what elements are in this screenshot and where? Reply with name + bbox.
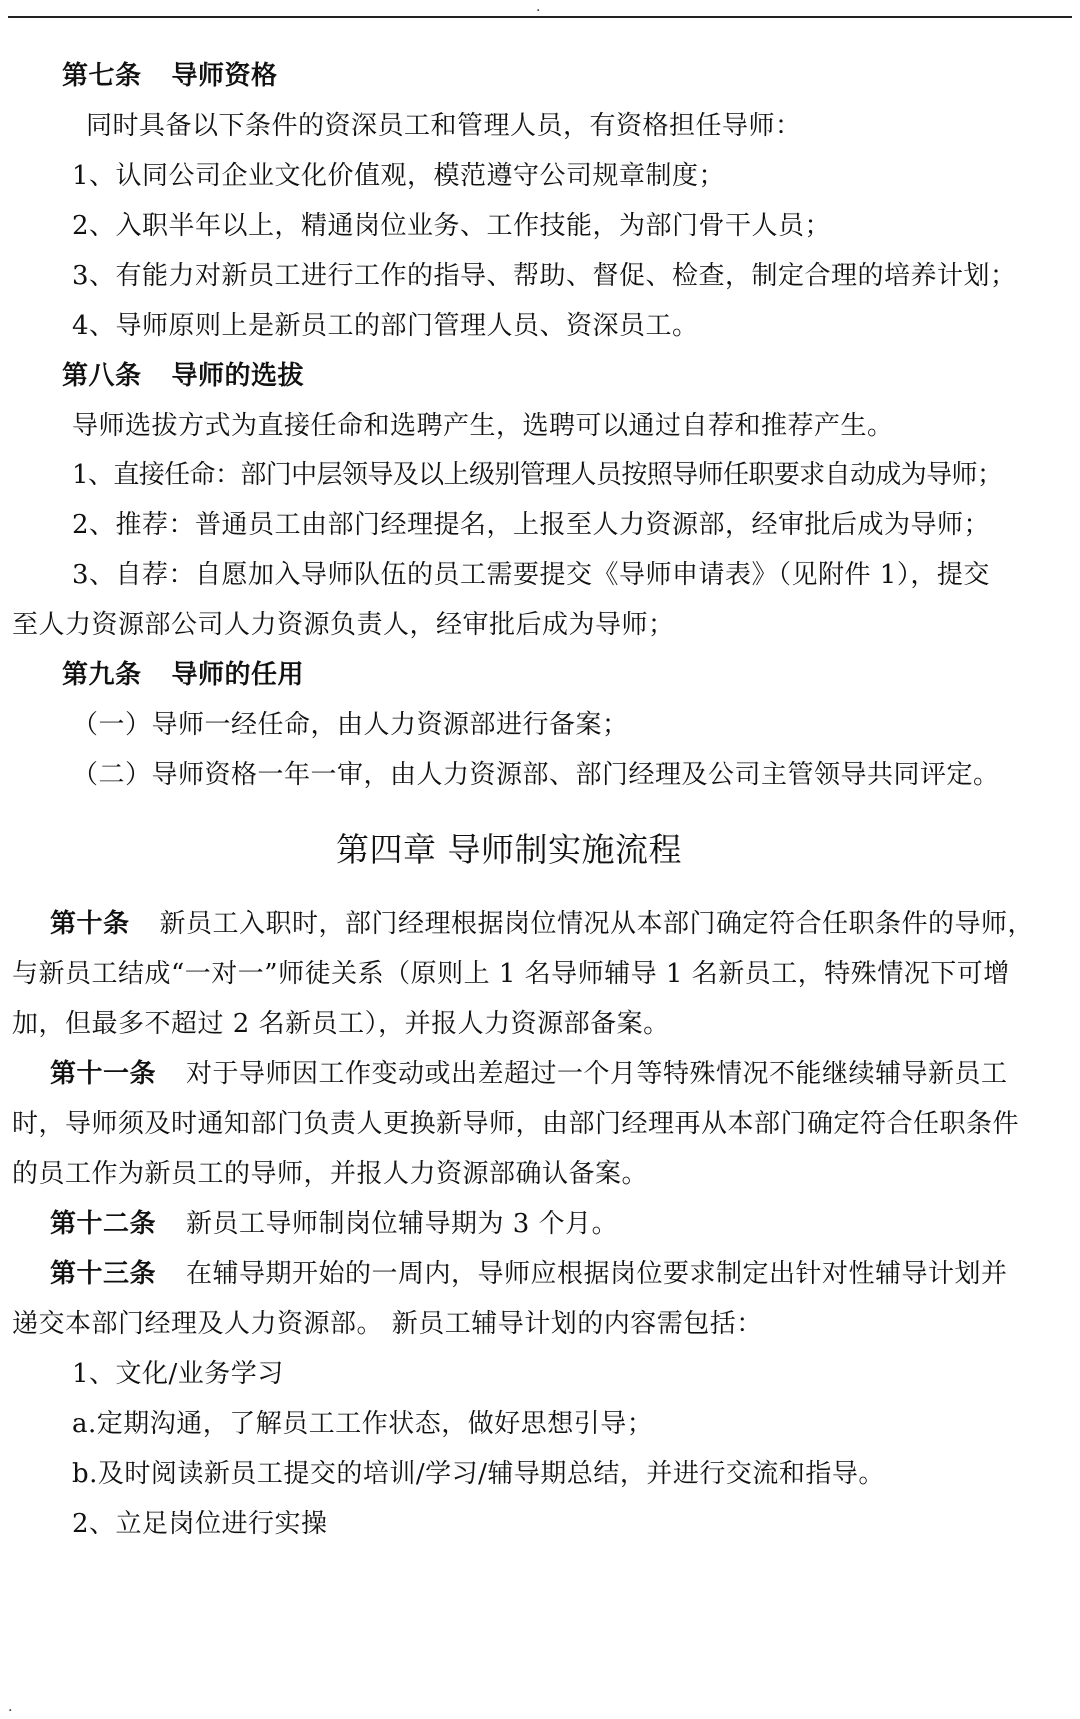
article-8-item-2: 2、推荐：普通员工由部门经理提名，上报至人力资源部，经审批后成为导师；: [72, 510, 991, 540]
article-8-item-3-line-2: 至人力资源部公司人力资源负责人，经审批后成为导师；: [12, 610, 675, 640]
article-9-title: 导师的任用: [171, 660, 305, 690]
article-13-item-1: 1、文化/业务学习: [72, 1359, 284, 1389]
article-8-number: 第八条: [62, 361, 142, 391]
article-8-item-3-line-1: 3、自荐：自愿加入导师队伍的员工需要提交《导师申请表》（见附件 1），提交: [72, 560, 990, 590]
article-13-item-1a: a.定期沟通，了解员工工作状态，做好思想引导；: [72, 1409, 654, 1439]
article-13-line-2: 递交本部门经理及人力资源部。 新员工辅导计划的内容需包括：: [12, 1309, 763, 1339]
article-8-intro: 导师选拔方式为直接任命和选聘产生，选聘可以通过自荐和推荐产生。: [72, 411, 894, 441]
article-11-number: 第十一条: [50, 1059, 157, 1089]
article-13-item-1b: b.及时阅读新员工提交的培训/学习/辅导期总结，并进行交流和指导。: [72, 1459, 885, 1489]
article-7-intro: 同时具备以下条件的资深员工和管理人员，有资格担任导师：: [86, 111, 802, 141]
article-13-number: 第十三条: [50, 1259, 157, 1289]
article-9-item-2: （二）导师资格一年一审，由人力资源部、部门经理及公司主管领导共同评定。: [72, 760, 1000, 790]
article-7-item-3: 3、有能力对新员工进行工作的指导、帮助、督促、检查，制定合理的培养计划；: [72, 261, 1017, 291]
article-10-line-2: 与新员工结成“一对一”师徒关系（原则上 1 名导师辅导 1 名新员工，特殊情况下可增: [12, 959, 1010, 989]
article-8-title: 导师的选拔: [171, 361, 305, 391]
article-11-text-1: 对于导师因工作变动或出差超过一个月等特殊情况不能继续辅导新员工: [186, 1059, 1008, 1089]
article-11-line-2: 时，导师须及时通知部门负责人更换新导师，由部门经理再从本部门确定符合任职条件: [12, 1109, 1020, 1139]
article-13-line-1: [50, 1256, 1008, 1292]
article-7-item-4: 4、导师原则上是新员工的部门管理人员、资深员工。: [72, 311, 699, 341]
article-9-item-1: （一）导师一经任命，由人力资源部进行备案；: [72, 710, 629, 740]
article-10-text-1: 新员工入职时，部门经理根据岗位情况从本部门确定符合任职条件的导师，: [159, 909, 1035, 939]
article-8-heading: [62, 358, 304, 394]
article-7-heading: [62, 58, 278, 94]
article-12-text-1: 新员工导师制岗位辅导期为 3 个月。: [186, 1209, 619, 1239]
article-7-number: 第七条: [62, 61, 142, 91]
chapter-4-title: 第四章 导师制实施流程: [336, 830, 682, 869]
article-13-item-2: 2、立足岗位进行实操: [72, 1509, 328, 1539]
article-10-line-3: 加，但最多不超过 2 名新员工），并报人力资源部备案。: [12, 1009, 670, 1039]
article-11-line-3: 的员工作为新员工的导师，并报人力资源部确认备案。: [12, 1159, 649, 1189]
article-11-line-1: [50, 1056, 1008, 1092]
article-9-heading: [62, 657, 304, 693]
article-9-number: 第九条: [62, 660, 142, 690]
article-7-item-1: 1、认同公司企业文化价值观，模范遵守公司规章制度；: [72, 161, 726, 191]
article-7-title: 导师资格: [171, 61, 278, 91]
article-10-number: 第十条: [50, 909, 130, 939]
article-8-item-1: 1、直接任命：部门中层领导及以上级别管理人员按照导师任职要求自动成为导师；: [72, 460, 1003, 490]
article-13-text-1: 在辅导期开始的一周内，导师应根据岗位要求制定出针对性辅导计划并: [186, 1259, 1008, 1289]
header-rule: [8, 16, 1072, 18]
article-12-number: 第十二条: [50, 1209, 157, 1239]
header-dot: .: [536, 0, 541, 15]
footer-dot: .: [8, 1699, 13, 1715]
article-10-line-1: [50, 906, 1034, 942]
article-7-item-2: 2、入职半年以上，精通岗位业务、工作技能，为部门骨干人员；: [72, 211, 832, 241]
article-12-line-1: [50, 1206, 618, 1242]
